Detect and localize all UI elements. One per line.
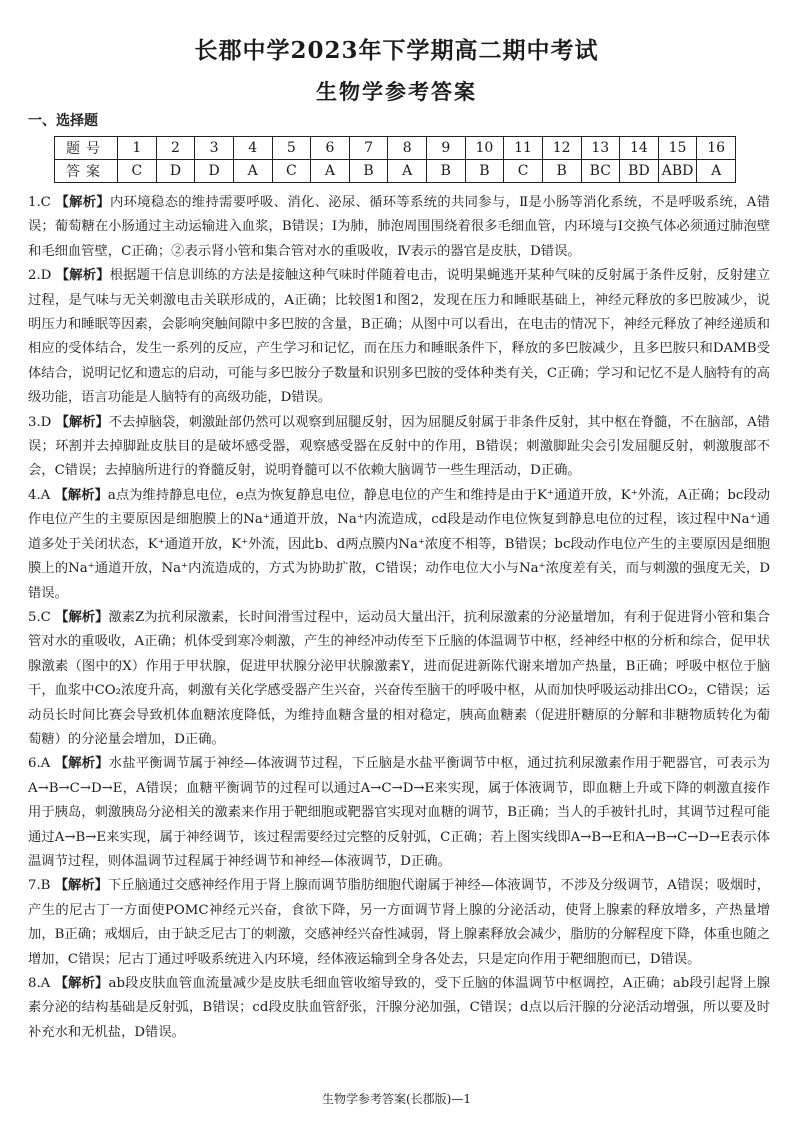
- answer-cell: C: [504, 160, 543, 183]
- item-answer: 1.C: [28, 195, 51, 210]
- answer-cell: C: [272, 160, 311, 183]
- question-number-cell: 9: [427, 137, 466, 160]
- analysis-tag: 【解析】: [54, 756, 109, 772]
- explanation-item: [28, 411, 770, 484]
- item-answer: 7.B: [28, 878, 51, 894]
- explanation-item: [28, 972, 770, 1045]
- analysis-tag: 【解析】: [55, 414, 109, 430]
- answer-cell: A: [388, 160, 427, 183]
- analysis-tag: 【解析】: [54, 976, 109, 991]
- question-number-cell: 5: [272, 137, 311, 160]
- question-number-cell: 1: [118, 137, 157, 160]
- item-text: 下丘脑通过交感神经作用于肾上腺而调节脂肪细胞代谢属于神经—体液调节，不涉及分级调节，A错误；吸烟时，产生的尼古丁一方面使POMC神经元兴奋，食欲下降，另一方面调节肾上腺的分泌活动，使肾上腺素的释放增多，产热量增加，B正确；戒烟后，由于缺乏尼古丁的刺激，交感神经兴奋性减弱，肾上腺素释放会减少，脂肪的分解程度下降，体重也随之增加，C错误；尼古丁通过呼吸系统进入内环境，经体液运输到全身各处去，只是定向作用于靶细胞而已，D错误。: [28, 878, 770, 967]
- item-answer: 8.A: [28, 976, 51, 991]
- explanation-item: [28, 606, 770, 752]
- page-footer: 生物学参考答案(长郡版)—1: [322, 1092, 471, 1106]
- question-number-cell: 13: [581, 137, 620, 160]
- item-text: 水盐平衡调节属于神经—体液调节过程，下丘脑是水盐平衡调节中枢，通过抗利尿激素作用于靶器官，可表示为A→B→C→D→E，A错误；血糖平衡调节的过程可以通过A→C→D→E来实现，属于体液调节，即血糖上升或下降的刺激直接作用于胰岛，刺激胰岛分泌相关的激素来作用于靶细胞或靶器官实现对血糖的调节，B正确；当人的手被针扎时，其调节过程可能通过A→B→E来实现，属于神经调节，该过程需要经过完整的反射弧，C正确；若上图实线即A→B→E和A→B→C→D→E表示体温调节过程，则体温调节过程属于神经调节和神经—体液调节，D正确。: [28, 756, 771, 869]
- question-number-row: [55, 137, 736, 160]
- answer-cell: D: [195, 160, 234, 183]
- page-title: 长郡中学2023年下学期高二期中考试: [194, 37, 599, 64]
- answer-cell: BC: [581, 160, 620, 183]
- item-answer: 2.D: [28, 268, 52, 284]
- question-number-cell: 15: [658, 137, 697, 160]
- row-header-answer: 答案: [55, 160, 118, 183]
- analysis-tag: 【解析】: [54, 878, 108, 894]
- row-header-number: 题号: [55, 137, 118, 160]
- analysis-tag: 【解析】: [54, 487, 108, 503]
- answer-cell: B: [542, 160, 581, 183]
- answer-cell: BD: [620, 160, 659, 183]
- question-number-cell: 3: [195, 137, 234, 160]
- answer-cell: C: [118, 160, 157, 183]
- item-text: 不去掉脑袋，刺激趾部仍然可以观察到屈腿反射，因为屈腿反射属于非条件反射，其中枢在脊髓，不在脑部，A错误；环割并去掉脚趾皮肤目的是破坏感受器，观察感受器在反射中的作用，B错误；刺激脚趾尖会引发屈腿反射，刺激腹部不会，C错误；去掉脑所进行的脊髓反射，说明脊髓可以不依赖大脑调节一些生理活动，D正确。: [28, 414, 771, 479]
- answer-cell: A: [233, 160, 272, 183]
- question-number-cell: 16: [697, 137, 736, 160]
- item-text: ab段皮肤血管血流量减少是皮肤毛细血管收缩导致的，受下丘脑的体温调节中枢调控，A正确；ab段引起肾上腺素分泌的结构基础是反射弧，B错误；cd段皮肤血管舒张，汗腺分泌加强，C错误；d点以后汗腺的分泌活动增强，所以要及时补充水和无机盐，D错误。: [28, 976, 771, 1040]
- answer-table: [54, 136, 736, 183]
- explanations: [28, 191, 770, 1045]
- item-text: 根据题干信息训练的方法是接触这种气味时伴随着电击，说明果蝇逃开某种气味的反射属于条件反射，反射建立过程，是气味与无关刺激电击关联形成的，A正确；比较图1和图2，发现在压力和睡眠基础上，神经元释放的多巴胺减少，说明压力和睡眠等因素，会影响突触间隙中多巴胺的含量，B正确；从图中可以看出，在电击的情况下，神经元释放了神经递质和相应的受体结合，发生一系列的反应，产生学习和记忆，而在压力和睡眠条件下，释放的多巴胺减少，且多巴胺只和DAMB受体结合，说明记忆和遗忘的启动，可能与多巴胺分子数量和识别多巴胺的受体种类有关，C正确；学习和记忆不是人脑特有的高级功能，语言功能是人脑特有的高级功能，D错误。: [28, 268, 771, 406]
- item-text: 激素Z为抗利尿激素，长时间滑雪过程中，运动员大量出汗，抗利尿激素的分泌量增加，有利于促进肾小管和集合管对水的重吸收，A正确；机体受到寒冷刺激，产生的神经冲动传至下丘脑的体温调节中枢，经神经中枢的分析和综合，促甲状腺激素（图中的X）作用于甲状腺，促进甲状腺分泌甲状腺激素Y，进而促进新陈代谢来增加产热量，B正确；呼吸中枢位于脑干，血浆中CO₂浓度升高，刺激有关化学感受器产生兴奋，兴奋传至脑干的呼吸中枢，从而加快呼吸运动排出CO₂，C错误；运动员长时间比赛会导致机体血糖浓度降低，为维持血糖含量的相对稳定，胰高血糖素（促进肝糖原的分解和非糖物质转化为葡萄糖）的分泌量会增加，D正确。: [28, 609, 770, 747]
- item-answer: 6.A: [28, 756, 51, 772]
- answer-cell: B: [427, 160, 466, 183]
- item-text: a点为维持静息电位，e点为恢复静息电位，静息电位的产生和维持是由于K⁺通道开放，K⁺外流，A正确；bc段动作电位产生的主要原因是细胞膜上的Na⁺通道开放，Na⁺内流造成，cd段是动作电位恢复到静息电位的过程，该过程中Na⁺通道多处于关闭状态，K⁺通道开放，K⁺外流，因此b、d两点膜内Na⁺浓度不相等，B错误；bc段动作电位产生的主要原因是细胞膜上的Na⁺通道开放，Na⁺内流造成的，方式为协助扩散，C错误；动作电位大小与Na⁺浓度差有关，而与刺激的强度无关，D错误。: [28, 487, 770, 601]
- section-heading: 一、选择题: [28, 113, 98, 129]
- item-answer: 5.C: [28, 609, 51, 625]
- answer-cell: A: [697, 160, 736, 183]
- explanation-item: [28, 752, 770, 874]
- explanation-item: [28, 484, 770, 606]
- answer-cell: D: [156, 160, 195, 183]
- item-answer: 3.D: [28, 414, 52, 430]
- analysis-tag: 【解析】: [55, 195, 111, 210]
- page-subtitle: 生物学参考答案: [316, 79, 477, 104]
- question-number-cell: 11: [504, 137, 543, 160]
- answer-cell: B: [465, 160, 504, 183]
- explanation-item: [28, 874, 770, 972]
- item-text: 内环境稳态的维持需要呼吸、消化、泌尿、循环等系统的共同参与，Ⅱ是小肠等消化系统，不是呼吸系统，A错误；葡萄糖在小肠通过主动运输进入血浆，B错误；Ⅰ为肺，肺泡周围围绕着很多毛细血管，内环境与Ⅰ交换气体必须通过肺泡壁和毛细血管壁，C正确；②表示肾小管和集合管对水的重吸收，Ⅳ表示的器官是皮肤，D错误。: [28, 195, 771, 259]
- answer-cell: ABD: [658, 160, 697, 183]
- question-number-cell: 2: [156, 137, 195, 160]
- question-number-cell: 6: [311, 137, 350, 160]
- answer-cell: A: [311, 160, 350, 183]
- answer-row: [55, 160, 736, 183]
- item-answer: 4.A: [28, 487, 51, 503]
- question-number-cell: 8: [388, 137, 427, 160]
- question-number-cell: 12: [542, 137, 581, 160]
- question-number-cell: 7: [349, 137, 388, 160]
- answer-cell: B: [349, 160, 388, 183]
- analysis-tag: 【解析】: [55, 268, 110, 284]
- question-number-cell: 4: [233, 137, 272, 160]
- explanation-item: [28, 191, 770, 264]
- question-number-cell: 10: [465, 137, 504, 160]
- explanation-item: [28, 264, 770, 410]
- analysis-tag: 【解析】: [55, 609, 109, 625]
- question-number-cell: 14: [620, 137, 659, 160]
